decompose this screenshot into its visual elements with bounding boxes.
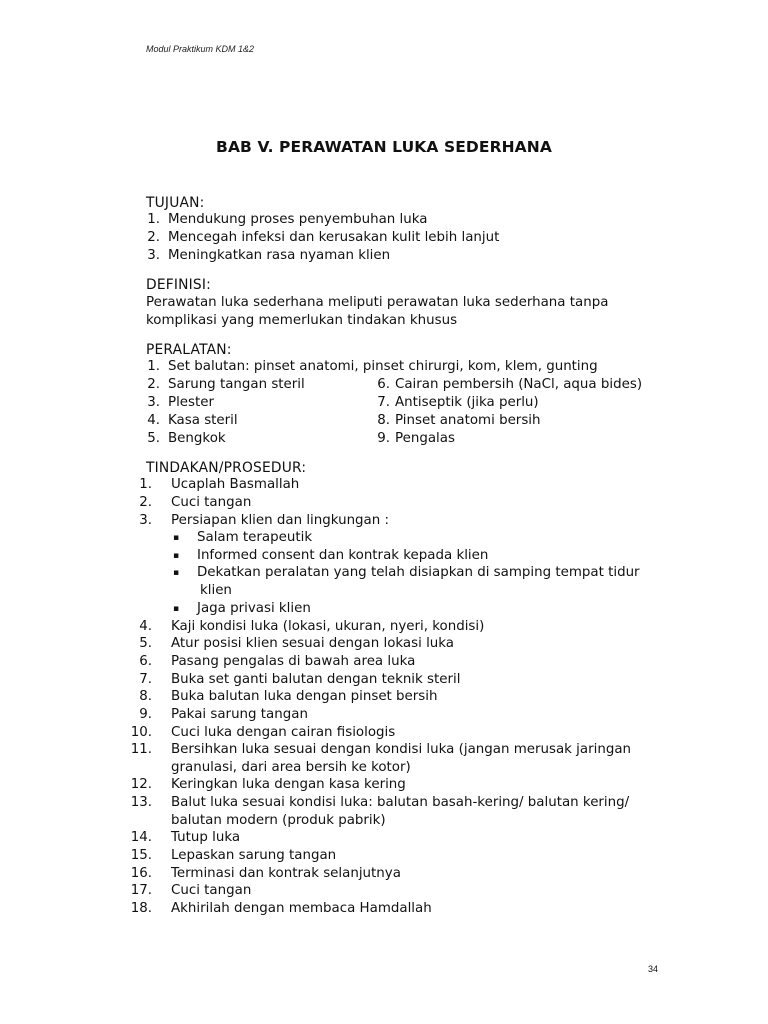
- step-number: 17.: [130, 883, 152, 898]
- step-text: Buka set ganti balutan dengan teknik steril: [171, 672, 461, 687]
- step-number: 7.: [139, 672, 152, 687]
- section-heading-definisi: DEFINISI:: [146, 277, 212, 293]
- step-text: Cuci tangan: [171, 883, 252, 898]
- step-text: Persiapan klien dan lingkungan :: [171, 513, 390, 528]
- peralatan-item-text: Pengalas: [395, 431, 455, 446]
- step-text: Balut luka sesuai kondisi luka: balutan basah-kering/ balutan kering/: [171, 795, 630, 810]
- section-heading-tujuan: TUJUAN:: [146, 195, 205, 211]
- step-number: 18.: [130, 901, 152, 916]
- bullet-marker: ▪: [173, 568, 180, 578]
- section-heading-peralatan: PERALATAN:: [146, 342, 232, 358]
- peralatan-item-text: Plester: [168, 395, 215, 410]
- tujuan-item-number: 1.: [147, 212, 160, 227]
- bullet-text: Salam terapeutik: [197, 530, 313, 545]
- bullet-text: klien: [200, 583, 232, 598]
- tujuan-item-text: Mencegah infeksi dan kerusakan kulit lebih lanjut: [168, 230, 500, 245]
- step-text: Pasang pengalas di bawah area luka: [171, 654, 416, 669]
- step-number: 1.: [139, 477, 152, 492]
- peralatan-item-number: 8.: [377, 413, 390, 428]
- definisi-text-line: Perawatan luka sederhana meliputi perawatan luka sederhana tanpa: [146, 295, 609, 310]
- step-number: 14.: [130, 830, 152, 845]
- step-text: Bersihkan luka sesuai dengan kondisi luka (jangan merusak jaringan: [171, 742, 632, 757]
- bullet-text: Jaga privasi klien: [197, 601, 311, 616]
- definisi-text-line: komplikasi yang memerlukan tindakan khusus: [146, 313, 458, 328]
- step-number: 16.: [130, 866, 152, 881]
- bullet-text: Dekatkan peralatan yang telah disiapkan di samping tempat tidur: [197, 565, 640, 580]
- peralatan-item-number: 2.: [147, 377, 160, 392]
- step-text: Pakai sarung tangan: [171, 707, 308, 722]
- step-number: 5.: [139, 636, 152, 651]
- tujuan-item-text: Meningkatkan rasa nyaman klien: [168, 248, 391, 263]
- step-text: Ucaplah Basmallah: [171, 477, 300, 492]
- peralatan-item-number: 4.: [147, 413, 160, 428]
- tujuan-item-number: 2.: [147, 230, 160, 245]
- step-text: Cuci tangan: [171, 495, 252, 510]
- step-number: 9.: [139, 707, 152, 722]
- step-text: granulasi, dari area bersih ke kotor): [171, 760, 411, 775]
- page-number: 34: [648, 964, 659, 974]
- step-text: balutan modern (produk pabrik): [171, 813, 386, 828]
- step-number: 4.: [139, 619, 152, 634]
- step-number: 15.: [130, 848, 152, 863]
- step-number: 3.: [139, 513, 152, 528]
- section-heading-tindakan: TINDAKAN/PROSEDUR:: [146, 460, 307, 476]
- peralatan-item-number: 9.: [377, 431, 390, 446]
- step-number: 11.: [130, 742, 152, 757]
- peralatan-item-text: Bengkok: [168, 431, 226, 446]
- peralatan-item-text: Set balutan: pinset anatomi, pinset chirurgi, kom, klem, gunting: [168, 359, 598, 374]
- peralatan-item-number: 6.: [377, 377, 390, 392]
- tujuan-item-number: 3.: [147, 248, 160, 263]
- step-number: 8.: [139, 689, 152, 704]
- step-number: 2.: [139, 495, 152, 510]
- peralatan-item-text: Kasa steril: [168, 413, 238, 428]
- step-text: Buka balutan luka dengan pinset bersih: [171, 689, 438, 704]
- step-text: Keringkan luka dengan kasa kering: [171, 777, 406, 792]
- peralatan-item-text: Antiseptik (jika perlu): [395, 395, 539, 410]
- bullet-text: Informed consent dan kontrak kepada klien: [197, 548, 489, 563]
- step-number: 12.: [130, 777, 152, 792]
- step-number: 6.: [139, 654, 152, 669]
- step-text: Kaji kondisi luka (lokasi, ukuran, nyeri, kondisi): [171, 619, 485, 634]
- step-text: Lepaskan sarung tangan: [171, 848, 337, 863]
- peralatan-item-number: 7.: [377, 395, 390, 410]
- tujuan-item-text: Mendukung proses penyembuhan luka: [168, 212, 428, 227]
- peralatan-item-text: Sarung tangan steril: [168, 377, 305, 392]
- page-header: Modul Praktikum KDM 1&2: [146, 44, 255, 54]
- peralatan-item-text: Cairan pembersih (NaCl, aqua bides): [395, 377, 643, 392]
- bullet-marker: ▪: [173, 551, 180, 561]
- peralatan-item-text: Pinset anatomi bersih: [395, 413, 541, 428]
- step-text: Atur posisi klien sesuai dengan lokasi luka: [171, 636, 455, 651]
- step-text: Cuci luka dengan cairan fisiologis: [171, 725, 396, 740]
- step-text: Akhirilah dengan membaca Hamdallah: [171, 901, 432, 916]
- page-title: BAB V. PERAWATAN LUKA SEDERHANA: [216, 138, 552, 156]
- bullet-marker: ▪: [173, 604, 180, 614]
- step-number: 10.: [130, 725, 152, 740]
- bullet-marker: ▪: [173, 533, 180, 543]
- peralatan-item-number: 1.: [147, 359, 160, 374]
- step-text: Terminasi dan kontrak selanjutnya: [171, 866, 401, 881]
- step-text: Tutup luka: [171, 830, 241, 845]
- peralatan-item-number: 3.: [147, 395, 160, 410]
- peralatan-item-number: 5.: [147, 431, 160, 446]
- step-number: 13.: [130, 795, 152, 810]
